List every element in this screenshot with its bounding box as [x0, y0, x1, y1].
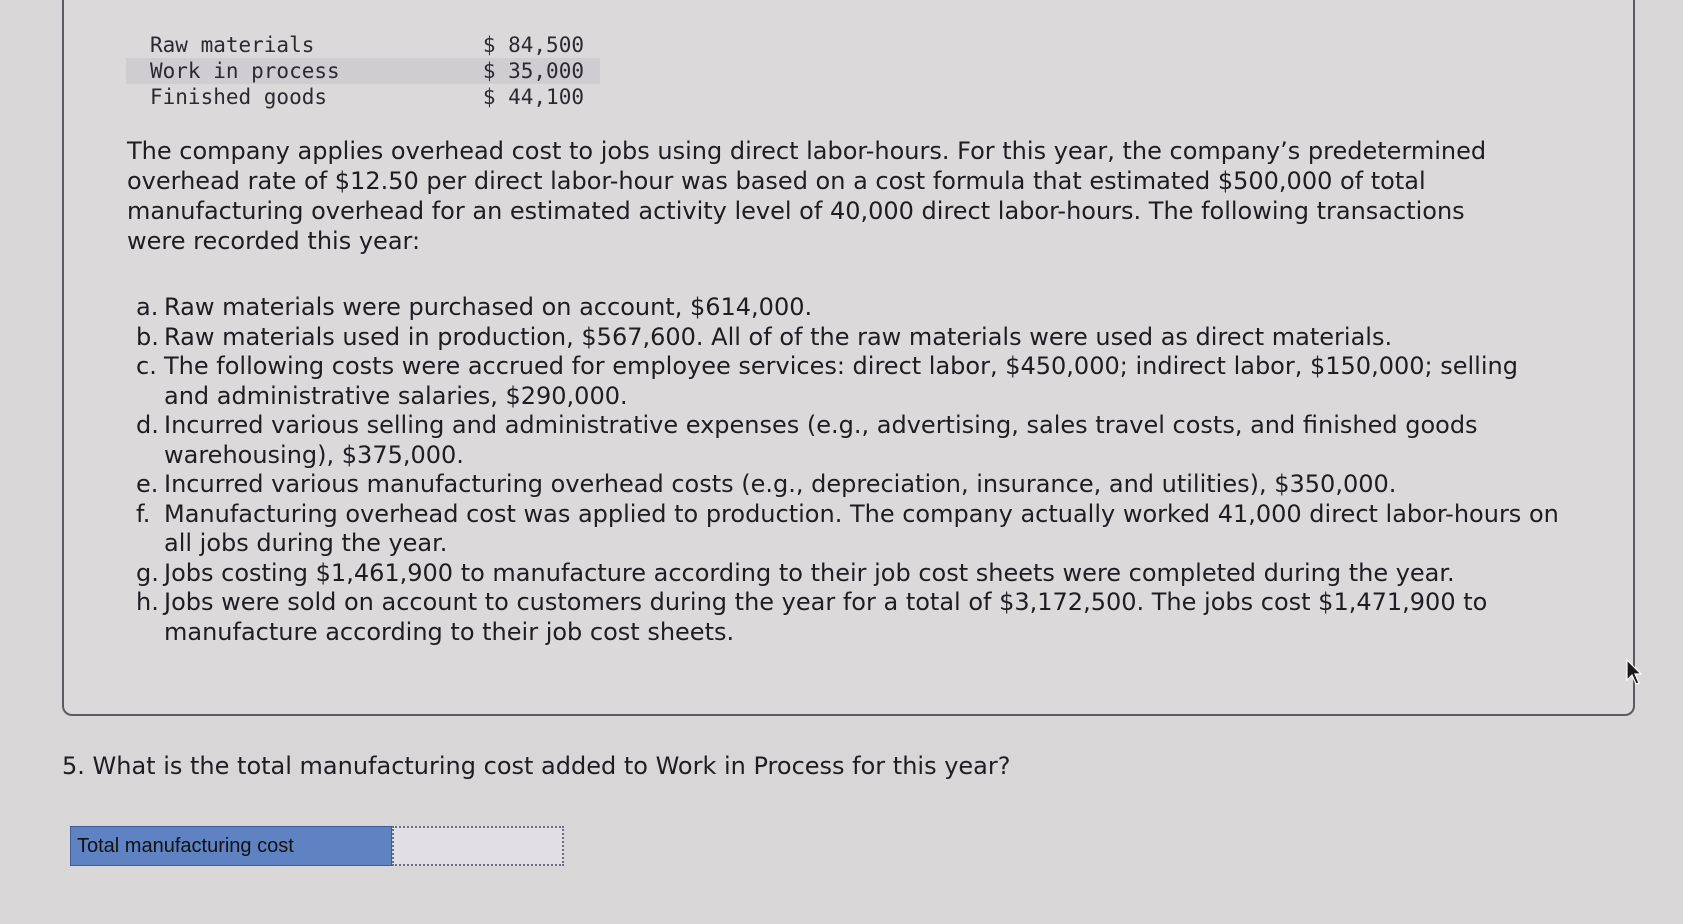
transaction-item — [130, 588, 1560, 647]
transaction-text: Raw materials were purchased on account, $614,000. — [164, 293, 813, 321]
transaction-text: Manufacturing overhead cost was applied to production. The company actually worked 41,000 direct labor-hours on all jobs during the year. — [164, 499, 1559, 557]
balance-amount: $ 44,100 — [482, 85, 584, 109]
balance-row — [126, 58, 600, 84]
transaction-marker: h. — [136, 588, 159, 616]
balance-row — [126, 32, 600, 58]
transaction-marker: e. — [136, 470, 159, 498]
balance-amount: $ 84,500 — [482, 33, 584, 57]
balance-label: Finished goods — [150, 85, 328, 109]
answer-row — [70, 826, 564, 866]
transaction-item — [130, 470, 1560, 500]
problem-intro: The company applies overhead cost to jobs using direct labor-hours. For this year, the company’s predetermined overhead rate of $12.50 per direct labor-hour was based on a cost formula that estimated $500,000 of total manufacturing overhead for an estimated activity level of 40,000 direct labor-hours. The following transactions were recorded this year: — [127, 137, 1487, 255]
transaction-item — [130, 559, 1560, 589]
transaction-marker: g. — [136, 558, 159, 587]
transaction-text: The following costs were accrued for employee services: direct labor, $450,000; indirect labor, $150,000; selling and administrative salaries, $290,000. — [164, 352, 1518, 410]
transaction-text: Jobs costing $1,461,900 to manufacture according to their job cost sheets were completed during the year. — [164, 558, 1455, 587]
transaction-item — [130, 352, 1560, 411]
balance-row — [126, 84, 600, 110]
question-text: 5. What is the total manufacturing cost added to Work in Process for this year? — [62, 752, 1011, 780]
transaction-text: Jobs were sold on account to customers during the year for a total of $3,172,500. The jobs cost $1,471,900 to manufacture according to their job cost sheets. — [164, 588, 1488, 646]
balance-label: Work in process — [126, 58, 440, 84]
transaction-item — [130, 323, 1560, 353]
transaction-item — [130, 411, 1560, 470]
transaction-marker: c. — [136, 352, 157, 380]
beginning-balances-table — [126, 32, 600, 110]
transaction-text: Raw materials used in production, $567,600. All of of the raw materials were used as direct materials. — [164, 322, 1393, 351]
transaction-text: Incurred various selling and administrative expenses (e.g., advertising, sales travel costs, and finished goods warehousing), $375,000. — [164, 411, 1478, 469]
transaction-item — [130, 500, 1560, 559]
total-manufacturing-cost-input[interactable] — [392, 826, 564, 866]
transaction-item — [130, 293, 1560, 323]
transaction-marker: f. — [136, 499, 151, 528]
transaction-text: Incurred various manufacturing overhead costs (e.g., depreciation, insurance, and utilities), $350,000. — [164, 470, 1397, 498]
transaction-marker: a. — [136, 293, 159, 321]
transaction-marker: d. — [136, 411, 159, 439]
answer-label: Total manufacturing cost — [70, 826, 392, 866]
mouse-pointer-icon — [1625, 658, 1643, 686]
balance-amount: $ 35,000 — [440, 58, 600, 84]
transaction-marker: b. — [136, 322, 159, 351]
balance-label: Raw materials — [150, 33, 315, 57]
transactions-list — [130, 293, 1560, 647]
